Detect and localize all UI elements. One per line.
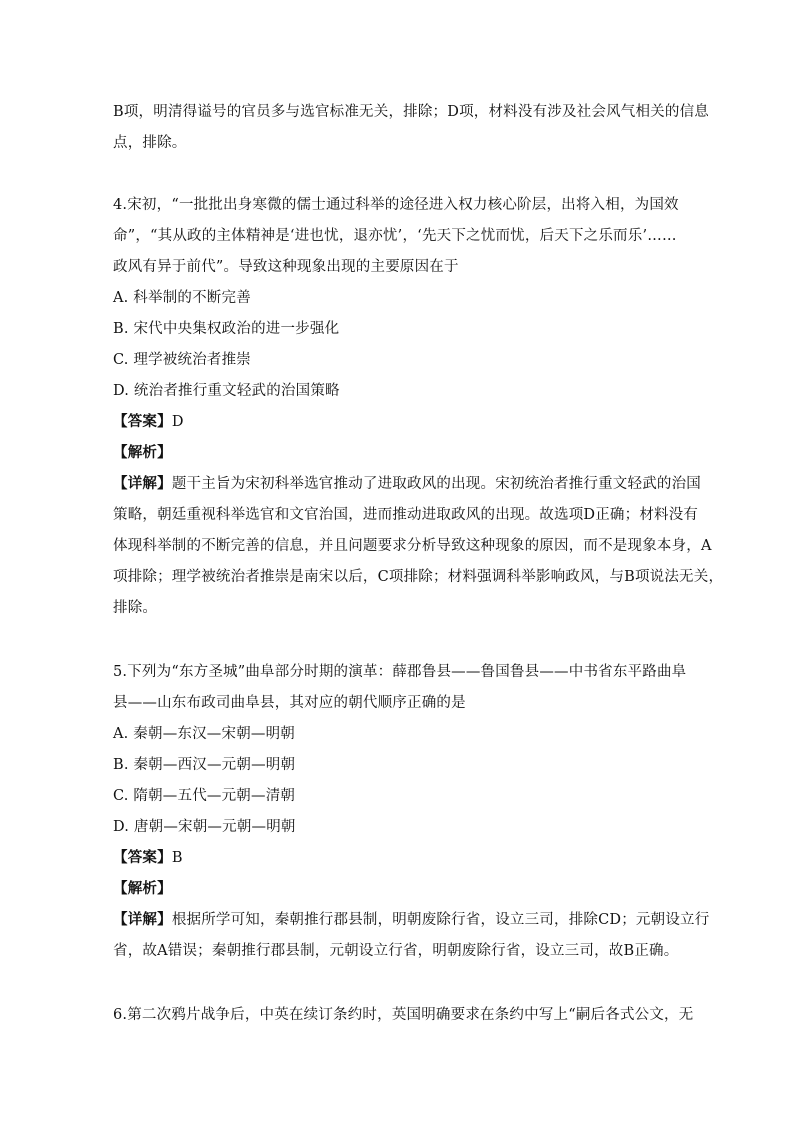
q4-answer (113, 412, 683, 432)
q4-detail-line-4: 项排除；理学被统治者推崇是南宋以后，C项排除；材料强调科举影响政风，与B项说法无关， (113, 569, 724, 585)
q3-explanation-line-2: 点，排除。 (113, 135, 187, 151)
q5-answer-value: B (171, 850, 183, 866)
q5-stem-line-2: 县——山东布政司曲阜县，其对应的朝代顺序正确的是 (113, 695, 466, 711)
q5-option-c: C. 隋朝—五代—元朝—清朝 (113, 788, 296, 804)
q4-analysis-label: 【解析】 (113, 444, 172, 461)
q5-detail-label: 【详解】 (113, 911, 172, 928)
q5-option-b: B. 秦朝—西汉—元朝—明朝 (113, 757, 296, 773)
q3-explanation-line-1: B项，明清得谥号的官员多与选官标准无关，排除；D项，材料没有涉及社会风气相关的信息 (113, 104, 709, 120)
q5-detail-text-1: 根据所学可知，秦朝推行郡县制，明朝废除行省，设立三司，排除CD；元朝设立行 (171, 912, 710, 928)
q6-stem-line-1: 6.第二次鸦片战争后，中英在续订条约时，英国明确要求在条约中写上“嗣后各式公文，无 (113, 1007, 694, 1023)
q4-answer-value: D (171, 414, 184, 430)
q4-option-c: C. 理学被统治者推崇 (113, 352, 251, 368)
q5-option-d: D. 唐朝—宋朝—元朝—明朝 (113, 819, 296, 835)
q4-detail-line-3: 体现科举制的不断完善的信息，并且问题要求分析导致这种现象的原因，而不是现象本身，A (113, 538, 712, 554)
q4-stem-line-2: 命”，“其从政的主体精神是‘进也忧，退亦忧’，‘先天下之忧而忧，后天下之乐而乐’…… (113, 228, 677, 244)
q5-stem-line-1: 5.下列为“东方圣城”曲阜部分时期的演革：薛郡鲁县——鲁国鲁县——中书省东平路曲阜 (113, 664, 687, 680)
q4-detail-line-1 (113, 474, 702, 494)
q5-option-a: A. 秦朝—东汉—宋朝—明朝 (113, 726, 295, 742)
q4-option-d: D. 统治者推行重文轻武的治国策略 (113, 383, 340, 399)
q4-detail-text-1: 题干主旨为宋初科举选官推动了进取政风的出现。宋初统治者推行重文轻武的治国 (171, 476, 702, 492)
q5-answer (113, 848, 683, 868)
q4-option-b: B. 宋代中央集权政治的进一步强化 (113, 321, 340, 337)
q4-stem-line-1: 4.宋初，“一批批出身寒微的儒士通过科举的途径进入权力核心阶层，出将入相，为国效 (113, 197, 679, 213)
q4-detail-label: 【详解】 (113, 475, 172, 492)
q5-detail-line-1 (113, 910, 710, 930)
q4-detail-line-2: 策略，朝廷重视科举选官和文官治国，进而推动进取政风的出现。故选项D正确；材料没有 (113, 507, 699, 523)
q5-answer-label: 【答案】 (113, 849, 172, 866)
q4-stem-line-3: 政风有异于前代”。导致这种现象出现的主要原因在于 (113, 259, 459, 275)
q5-detail-line-2: 省，故A错误；秦朝推行郡县制，元朝设立行省，明朝废除行省，设立三司，故B正确。 (113, 943, 679, 959)
q5-analysis-label: 【解析】 (113, 880, 172, 897)
q4-option-a: A. 科举制的不断完善 (113, 290, 251, 306)
q4-answer-label: 【答案】 (113, 413, 172, 430)
q4-detail-line-5: 排除。 (113, 600, 158, 616)
